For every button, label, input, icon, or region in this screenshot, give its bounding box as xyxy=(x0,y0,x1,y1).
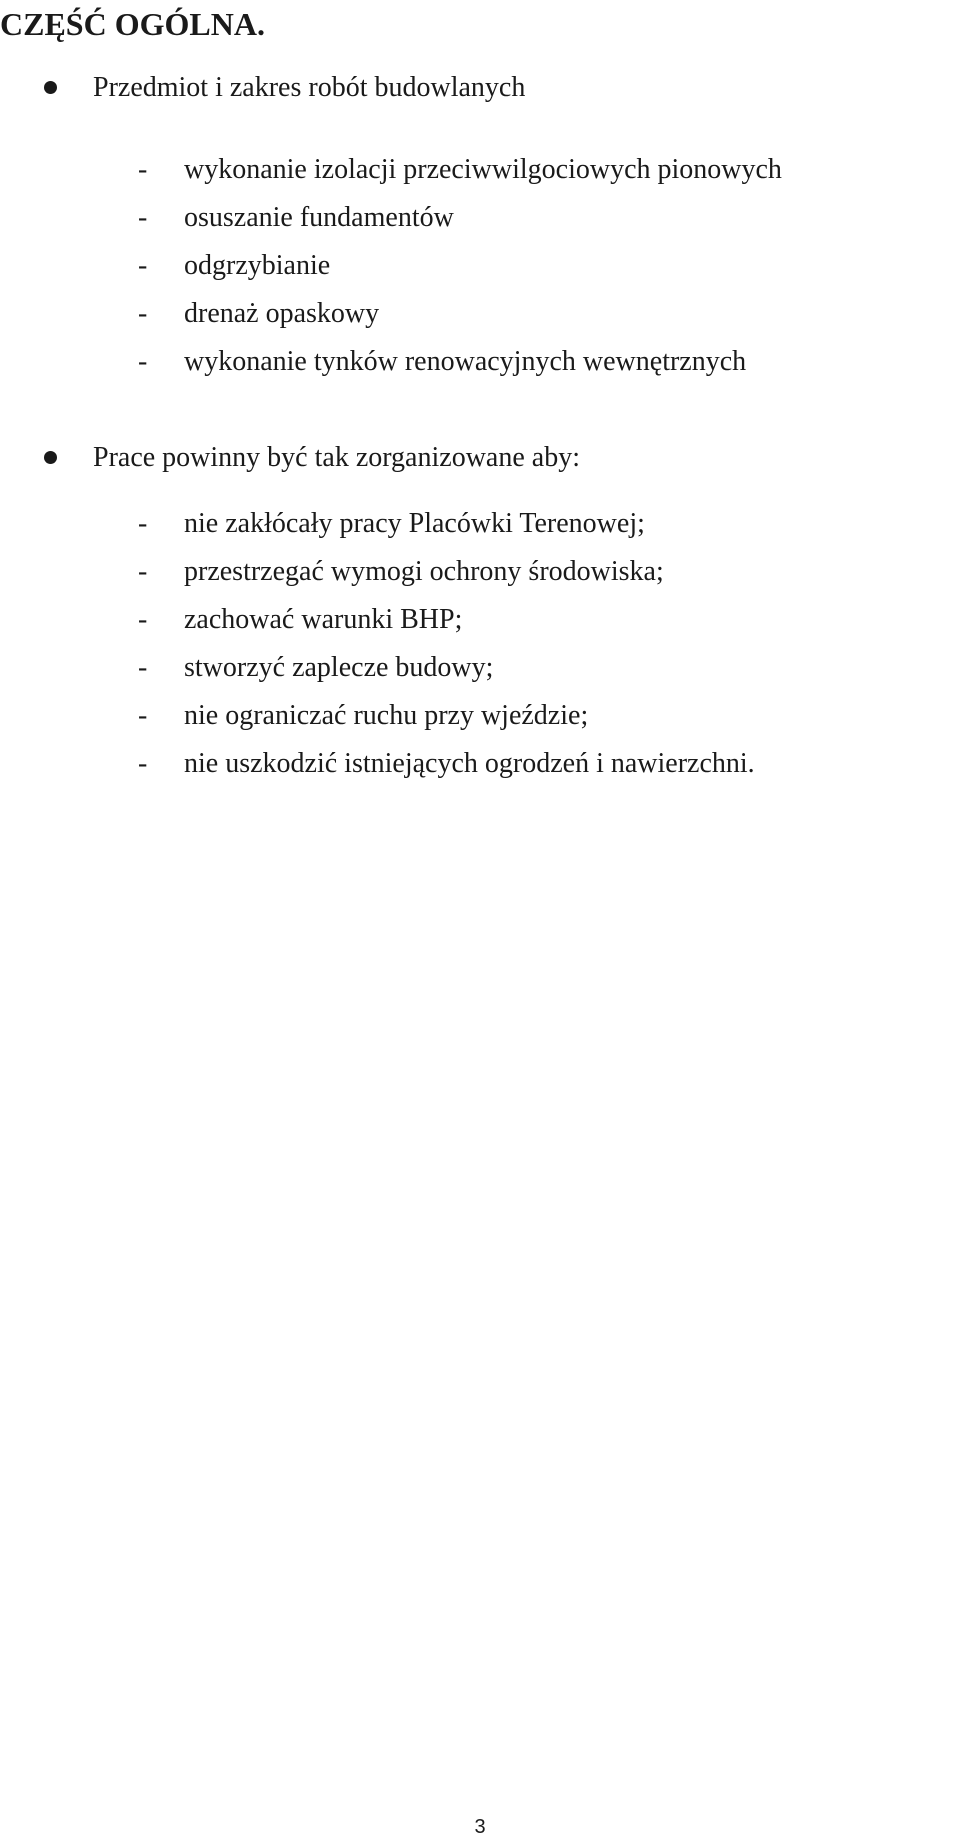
list-item-text: drenaż opaskowy xyxy=(184,298,380,329)
dash-marker: - xyxy=(138,700,148,731)
dash-marker: - xyxy=(138,154,148,185)
dash-marker: - xyxy=(138,250,148,281)
dash-marker: - xyxy=(138,298,148,329)
list-item-text: nie ograniczać ruchu przy wjeździe; xyxy=(184,700,589,731)
bullet-text: Przedmiot i zakres robót budowlanych xyxy=(93,72,526,103)
bullet-text: Prace powinny być tak zorganizowane aby: xyxy=(93,442,580,473)
list-item-text: nie zakłócały pracy Placówki Terenowej; xyxy=(184,508,645,539)
list-item-text: wykonanie tynków renowacyjnych wewnętrznych xyxy=(184,346,747,377)
section-heading: CZĘŚĆ OGÓLNA. xyxy=(0,6,265,42)
list-item-text: przestrzegać wymogi ochrony środowiska; xyxy=(184,556,664,587)
list-item-text: zachować warunki BHP; xyxy=(184,604,463,635)
dash-marker: - xyxy=(138,556,148,587)
page-number: 3 xyxy=(474,1816,486,1838)
dash-marker: - xyxy=(138,508,148,539)
dash-marker: - xyxy=(138,652,148,683)
bullet-dot-icon xyxy=(44,81,57,94)
dash-marker: - xyxy=(138,202,148,233)
dash-marker: - xyxy=(138,604,148,635)
list-item-text: osuszanie fundamentów xyxy=(184,202,454,233)
list-item-text: nie uszkodzić istniejących ogrodzeń i nawierzchni. xyxy=(184,748,755,779)
dash-marker: - xyxy=(138,346,148,377)
list-item-text: wykonanie izolacji przeciwwilgociowych pionowych xyxy=(184,154,782,185)
bullet-dot-icon xyxy=(44,451,57,464)
list-item-text: stworzyć zaplecze budowy; xyxy=(184,652,494,683)
dash-marker: - xyxy=(138,748,148,779)
list-item-text: odgrzybianie xyxy=(184,250,331,281)
